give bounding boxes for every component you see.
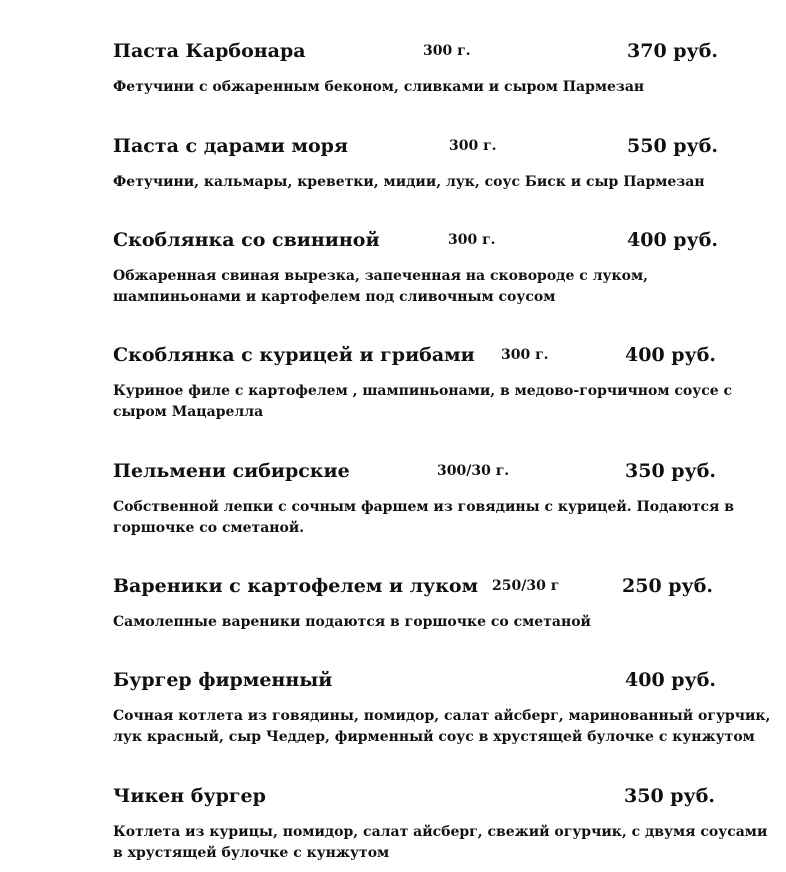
dish-name: Скоблянка с курицей и грибами <box>113 344 475 366</box>
description-line: Котлета из курицы, помидор, салат айсберг, свежий огурчик, с двумя соусами <box>113 824 768 840</box>
dish-description <box>113 612 753 633</box>
dish-weight: 300 г. <box>501 347 549 363</box>
dish-price: 550 руб. <box>627 135 719 157</box>
dish-price: 400 руб. <box>627 229 719 251</box>
dish-description <box>113 266 753 308</box>
dish-name: Скоблянка со свининой <box>113 229 380 251</box>
dish-price: 250 руб. <box>622 575 714 597</box>
description-line: сыром Мацарелла <box>113 404 264 420</box>
description-line: Фетучини с обжаренным беконом, сливками и сыром Пармезан <box>113 79 645 95</box>
description-line: в хрустящей булочке с кунжутом <box>113 845 390 861</box>
description-line: Куриное филе с картофелем , шампиньонами, в медово-горчичном соусе с <box>113 383 733 399</box>
description-line: Обжаренная свиная вырезка, запеченная на сковороде с луком, <box>113 268 648 284</box>
dish-name: Чикен бургер <box>113 785 266 807</box>
dish-price: 400 руб. <box>625 669 717 691</box>
description-line: Собственной лепки с сочным фаршем из говядины с курицей. Подаются в <box>113 499 734 515</box>
description-line: шампиньонами и картофелем под сливочным соусом <box>113 289 556 305</box>
description-line: Самолепные вареники подаются в горшочке со сметаной <box>113 614 591 630</box>
dish-name: Бургер фирменный <box>113 669 333 691</box>
description-line: лук красный, сыр Чеддер, фирменный соус в хрустящей булочке с кунжутом <box>113 729 755 745</box>
dish-description <box>113 822 768 864</box>
dish-weight: 250/30 г <box>492 578 560 594</box>
description-line: горшочке со сметаной. <box>113 520 305 536</box>
dish-name: Вареники с картофелем и луком <box>113 575 479 597</box>
dish-weight: 300 г. <box>423 43 471 59</box>
dish-description <box>113 497 753 539</box>
dish-price: 370 руб. <box>627 40 719 62</box>
description-line: Фетучини, кальмары, креветки, мидии, лук, соус Биск и сыр Пармезан <box>113 174 705 190</box>
dish-name: Паста с дарами моря <box>113 135 348 157</box>
description-line: Сочная котлета из говядины, помидор, салат айсберг, маринованный огурчик, <box>113 708 771 724</box>
dish-name: Пельмени сибирские <box>113 460 350 482</box>
dish-description <box>113 706 771 748</box>
dish-description <box>113 77 753 98</box>
dish-weight: 300 г. <box>449 138 497 154</box>
dish-description <box>113 381 753 423</box>
dish-name: Паста Карбонара <box>113 40 306 62</box>
dish-price: 400 руб. <box>625 344 717 366</box>
dish-price: 350 руб. <box>625 460 717 482</box>
dish-weight: 300 г. <box>448 232 496 248</box>
dish-price: 350 руб. <box>624 785 716 807</box>
dish-weight: 300/30 г. <box>437 463 510 479</box>
dish-description <box>113 172 753 193</box>
